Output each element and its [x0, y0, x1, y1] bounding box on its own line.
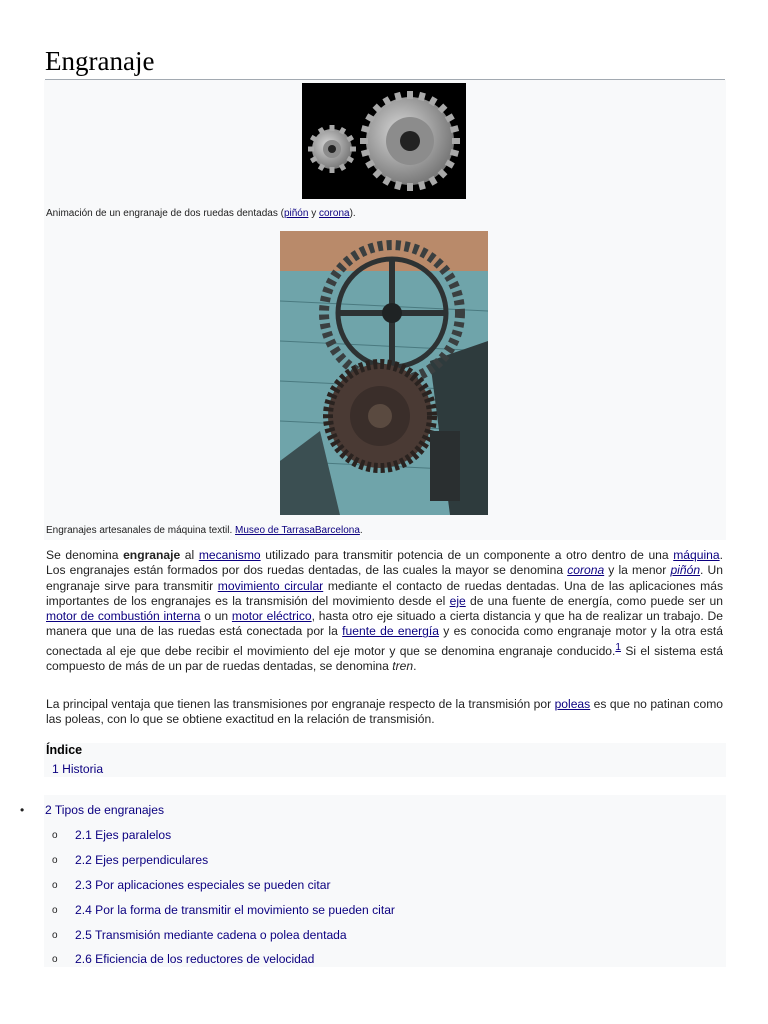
eje-link[interactable]: eje [449, 593, 466, 608]
toc-item-ejes-perpendiculares[interactable]: 2.2 Ejes perpendiculares [75, 853, 209, 867]
toc-item-aplicaciones-especiales[interactable]: 2.3 Por aplicaciones especiales se pueden citar [75, 878, 331, 892]
movimiento-circular-link[interactable]: movimiento circular [217, 578, 324, 593]
motor-electrico-link[interactable]: motor eléctrico [231, 609, 312, 624]
toc-item-forma-transmitir[interactable]: 2.4 Por la forma de transmitir el movimiento se pueden citar [75, 903, 395, 917]
page-title: Engranaje [45, 46, 155, 76]
toc-item-cadena-polea[interactable]: 2.5 Transmisión mediante cadena o polea dentada [75, 928, 347, 942]
toc-item-ejes-paralelos[interactable]: 2.1 Ejes paralelos [75, 828, 172, 842]
sub-bullet-marker: o [52, 855, 58, 866]
sub-bullet-marker: o [52, 880, 58, 891]
sub-bullet-marker: o [52, 830, 58, 841]
pinon-link[interactable]: piñón [283, 208, 309, 219]
toc-item-tipos[interactable]: 2 Tipos de engranajes [45, 803, 165, 817]
textile-machine-gears-photo[interactable] [280, 231, 488, 515]
bullet-marker: • [20, 803, 25, 817]
gear-animation-image[interactable] [302, 83, 466, 199]
sub-bullet-marker: o [52, 954, 58, 965]
museo-tarrasa-link[interactable]: Museo de TarrasaBarcelona [235, 525, 360, 536]
maquina-link[interactable]: máquina [673, 548, 720, 562]
fuente-energia-link[interactable]: fuente de energía [342, 624, 439, 639]
toc-item-historia[interactable]: 1 Historia [52, 762, 104, 776]
advantage-paragraph: La principal ventaja que tienen las transmisiones por engranaje respecto de la transmisión por poleas es que no patinan como las poleas, con lo que se obtiene exactitud en la relación de transmisión. [46, 697, 724, 727]
mecanismo-link[interactable]: mecanismo [198, 548, 261, 562]
motor-combustion-link[interactable]: motor de combustión interna [46, 609, 201, 624]
toc-title: Índice [46, 743, 83, 757]
corona-term-link[interactable]: corona [567, 563, 605, 578]
toc-item-eficiencia-reductores[interactable]: 2.6 Eficiencia de los reductores de velocidad [75, 952, 315, 966]
sub-bullet-marker: o [52, 930, 58, 941]
footnote-1-link[interactable]: 1 [615, 641, 621, 653]
sub-bullet-marker: o [52, 905, 58, 916]
poleas-link[interactable]: poleas [554, 697, 591, 711]
figure-1-caption: Animación de un engranaje de dos ruedas dentadas (piñón y corona). [46, 208, 356, 219]
figure-2-caption: Engranajes artesanales de máquina textil. Museo de TarrasaBarcelona. [46, 525, 363, 536]
corona-link[interactable]: corona [318, 208, 350, 219]
toc-box [44, 743, 726, 777]
intro-paragraph: Se denomina engranaje al mecanismo utilizado para transmitir potencia de un componente a otro dentro de una máquina. Los engranajes están formados por dos ruedas dentadas, de las cuales la mayor se denomina corona y la menor piñón. Un engranaje sirve para transmitir movimiento circular mediante el contacto de ruedas dentadas. Una de las aplicaciones más importantes de los engranajes es la transmisión del movimiento desde el eje de una fuente de energía, como puede ser un motor de combustión interna o un motor eléctrico, hasta otro eje situado a cierta distancia y que ha de realizar un trabajo. De manera que una de las ruedas está conectada por la fuente de energía y es conocida como engranaje motor y la otra está conectada al eje que debe recibir el movimiento del eje motor y que se denomina engranaje conducido.$^1$ Si el sistema está compuesto de más de un par de ruedas dentadas, se denomina tren. [46, 548, 723, 674]
pinon-term-link[interactable]: piñón [670, 563, 701, 578]
